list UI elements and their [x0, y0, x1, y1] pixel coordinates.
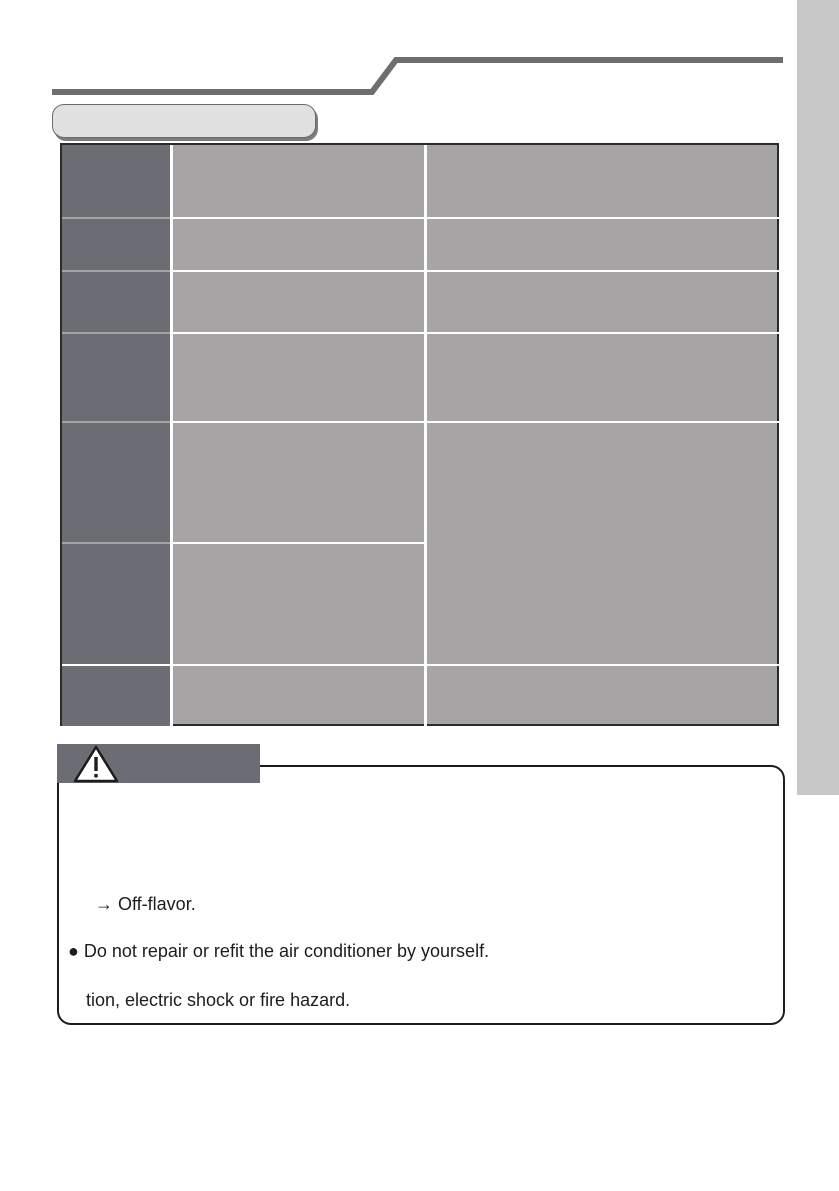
- column-divider: [170, 145, 173, 726]
- table-row-header: [62, 544, 170, 664]
- column-divider: [424, 145, 427, 726]
- row-divider: [170, 421, 779, 423]
- troubleshooting-table: [60, 143, 779, 726]
- side-tab: [797, 0, 839, 795]
- warning-line-no-repair: ● Do not repair or refit the air conditioner by yourself.: [68, 941, 490, 961]
- row-divider: [170, 270, 779, 272]
- table-row-header: [62, 423, 170, 542]
- table-row-header: [62, 666, 170, 726]
- section-heading-pill: [52, 104, 316, 138]
- table-row-header: [62, 334, 170, 421]
- table-row-header: [62, 272, 170, 332]
- warning-line-off-flavor: → Off-flavor.: [95, 894, 196, 914]
- table-row-header: [62, 219, 170, 270]
- warning-line-hazard: tion, electric shock or fire hazard.: [86, 990, 351, 1010]
- row-divider: [170, 332, 779, 334]
- warning-triangle-icon: [73, 745, 119, 783]
- row-divider: [170, 217, 779, 219]
- row-divider: [170, 542, 424, 544]
- table-row-header: [62, 145, 170, 217]
